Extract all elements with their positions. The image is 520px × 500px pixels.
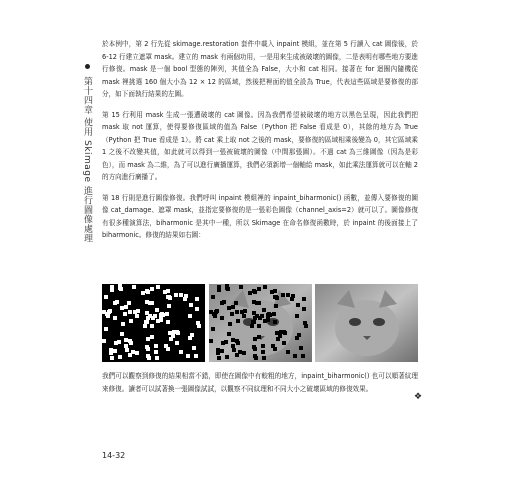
mask-square <box>155 356 159 360</box>
mask-square <box>160 312 164 316</box>
mask-square <box>146 347 150 351</box>
damage-square <box>221 341 225 345</box>
damage-square <box>295 336 299 340</box>
mask-square <box>145 289 149 293</box>
mask-square <box>113 316 117 320</box>
damage-square <box>231 344 235 348</box>
mask-square <box>172 330 176 334</box>
mask-square <box>171 334 175 338</box>
mask-square <box>168 296 172 300</box>
damage-square <box>295 314 299 318</box>
mask-square <box>144 320 148 324</box>
mask-square <box>141 291 145 295</box>
mask-square <box>174 293 178 297</box>
damage-square <box>212 312 216 316</box>
damage-square <box>227 332 231 336</box>
mask-square <box>118 355 122 359</box>
damage-square <box>255 301 259 305</box>
mask-square <box>143 324 147 328</box>
bullet-dot <box>85 64 90 69</box>
mask-square <box>196 321 200 325</box>
mask-square <box>135 314 139 318</box>
mask-image <box>102 284 205 362</box>
mask-square <box>128 339 132 343</box>
mask-square <box>179 293 183 297</box>
damage-square <box>290 297 294 301</box>
damage-square <box>286 293 290 297</box>
damage-square <box>225 355 229 359</box>
mask-square <box>128 310 132 314</box>
mask-square <box>195 297 199 301</box>
mask-square <box>150 287 154 291</box>
damage-square <box>225 284 229 288</box>
damage-square <box>236 319 240 323</box>
mask-square <box>194 354 198 358</box>
closing-text <box>102 370 418 395</box>
mask-square <box>109 348 113 352</box>
mask-square <box>189 303 193 307</box>
mask-square <box>192 346 196 350</box>
mask-square <box>145 311 149 315</box>
mask-square <box>124 305 128 309</box>
damage-square <box>302 297 306 301</box>
damage-square <box>242 351 246 355</box>
mask-square <box>104 327 108 331</box>
mask-square <box>120 306 124 310</box>
mask-square <box>120 332 124 336</box>
damage-square <box>216 348 220 352</box>
paragraph-2: 第 15 行利用 mask 生成一張遭破壞的 cat 圖像。因為我們希望被破壞的地方以黑色呈現，因此我們把 mask 取 not 運算，使得要修復區域的值為 False（Python 把 False 看成是 0），其餘的地方為 True（Python 把 True 看成是 1）。將 cat 乘上取 not 之後的 mask，要修復的區域相乘後變為 0，其它區域乘 1 之後不改變其值，如此就可以得到一張被破壞的圖像（中間那張圖）。不過 cat 為三維圖像（因為是彩色），而 mask 為二維，為了可以進行廣播運算，我們必須新增一個軸給 mask，如此乘法運算就可以在軸 2 的方向進行廣播了。 <box>102 110 418 181</box>
mask-square <box>179 350 183 354</box>
damage-square <box>272 312 276 316</box>
damage-square <box>286 350 290 354</box>
mask-square <box>159 318 163 322</box>
damage-square <box>262 308 266 312</box>
mask-square <box>165 312 169 316</box>
mask-square <box>188 336 192 340</box>
mask-square <box>113 349 117 353</box>
mask-square <box>166 320 170 324</box>
damage-square <box>211 327 215 331</box>
mask-square <box>124 338 128 342</box>
damage-square <box>242 314 246 318</box>
mask-square <box>129 319 133 323</box>
damage-square <box>275 296 279 300</box>
mask-square <box>195 307 199 311</box>
end-mark-icon: ❖ <box>414 392 423 402</box>
mask-square <box>102 339 106 343</box>
paragraph-4: 我們可以觀察到修復的結果相當不錯，即使在圖像中有較粗的地方，inpaint_biharmonic() 也可以順著紋理來修復。讀者可以試著換一張圖像試試，以觀察不同紋理和不同大小之破壞區域的修復效果。 <box>102 372 418 393</box>
mask-square <box>148 301 152 305</box>
mask-square <box>125 348 129 352</box>
mask-square <box>186 354 190 358</box>
main-text <box>102 38 418 250</box>
mask-square <box>175 341 179 345</box>
mask-square <box>131 350 135 354</box>
mask-square <box>115 300 119 304</box>
mask-square <box>147 356 151 360</box>
mask-square <box>146 337 150 341</box>
damage-square <box>240 310 244 314</box>
mask-square <box>133 310 137 314</box>
damage-square <box>281 293 285 297</box>
damage-square <box>220 316 224 320</box>
damage-square <box>235 339 239 343</box>
mask-square <box>188 314 192 318</box>
damage-square <box>238 350 242 354</box>
chapter-side-label <box>78 64 92 243</box>
result-images <box>102 284 418 364</box>
damage-square <box>228 322 232 326</box>
damage-square <box>257 287 261 291</box>
damage-square <box>235 310 239 314</box>
mask-square <box>183 297 187 301</box>
mask-square <box>154 350 158 354</box>
mask-square <box>118 284 122 288</box>
mask-square <box>150 324 154 328</box>
mask-square <box>121 322 125 326</box>
damage-square <box>302 307 306 311</box>
damage-square <box>299 346 303 350</box>
mask-square <box>151 316 155 320</box>
damage-square <box>222 300 226 304</box>
damage-square <box>267 312 271 316</box>
damage-square <box>254 356 258 360</box>
paragraph-1: 於本例中，第 2 行先從 skimage.restoration 套件中載入 inpaint 模組，並在第 5 行讀入 cat 圖像後，於 6-12 行建立遮罩 mask。建立的 mask 有兩個功用，一是用來生成被破壞的圖像，二是表明有哪些地方要進行修復。mask 是一個 bool 型態的陣列，其值全為 False，大小和 cat 相同。接著在 for 迴圈內隨機從 mask 裡挑選 160 個大小為 12 × 12 的區域，然後把裡面的值全設為 True，代表這些區域是要修復的部分，如下面執行結果的左圖。 <box>102 40 418 98</box>
mask-square <box>110 356 114 360</box>
damage-square <box>220 349 224 353</box>
damage-square <box>261 344 265 348</box>
restored-cat-image <box>315 284 418 362</box>
mask-square <box>155 308 159 312</box>
damage-square <box>278 334 282 338</box>
mask-square <box>104 295 108 299</box>
mask-square <box>114 341 118 345</box>
damage-square <box>303 321 307 325</box>
paragraph-3: 第 18 行則是進行圖像修復。我們呼叫 inpaint 模組裡的 inpaint_biharmonic() 函數，並傳入要修復的圖像 cat_damage、遮罩 mask，並指定要修復的是一張彩色圖像（channel_axis=2）就可以了。圖像修復有很多種演算法，biharmonic 是其中一種，所以 Skimage 在命名修復函數時，於 inpaint 的後面接上了 biharmonic。修復的結果如右圖： <box>102 193 418 239</box>
damage-square <box>257 324 261 328</box>
page-number: 14-32 <box>102 451 126 460</box>
mask-square <box>110 288 114 292</box>
damage-square <box>252 289 256 293</box>
damage-square <box>273 320 277 324</box>
damage-square <box>234 301 238 305</box>
damage-square <box>258 316 262 320</box>
damage-square <box>271 344 275 348</box>
mask-square <box>163 290 167 294</box>
damage-square <box>274 304 278 308</box>
damage-square <box>261 350 265 354</box>
damage-square <box>250 324 254 328</box>
damage-square <box>252 311 256 315</box>
damage-square <box>230 312 234 316</box>
damage-square <box>217 356 221 360</box>
mask-square <box>167 304 171 308</box>
mask-square <box>127 301 131 305</box>
damage-square <box>253 347 257 351</box>
mask-square <box>124 344 128 348</box>
mask-square <box>164 344 168 348</box>
damage-square <box>227 306 231 310</box>
damage-square <box>263 285 267 289</box>
damage-square <box>209 339 213 343</box>
mask-square <box>123 312 127 316</box>
damage-square <box>239 285 243 289</box>
damage-square <box>248 291 252 295</box>
damage-square <box>251 320 255 324</box>
mask-square <box>150 335 154 339</box>
mask-square <box>135 351 139 355</box>
damage-square <box>232 348 236 352</box>
damage-square <box>301 354 305 358</box>
mask-square <box>154 344 158 348</box>
chapter-title: 第十四章 使用 Skimage 進行圖像處理 <box>82 76 92 243</box>
damage-square <box>231 305 235 309</box>
damage-square <box>253 337 257 341</box>
mask-square <box>132 285 136 289</box>
damage-square <box>262 356 266 360</box>
damage-square <box>217 288 221 292</box>
damage-square <box>293 354 297 358</box>
damage-square <box>279 330 283 334</box>
mask-square <box>105 312 109 316</box>
damage-square <box>211 295 215 299</box>
damage-square <box>231 338 235 342</box>
damaged-cat-image <box>209 284 312 362</box>
damage-square <box>270 290 274 294</box>
damage-square <box>257 335 261 339</box>
damage-square <box>296 303 300 307</box>
mask-square <box>156 285 160 289</box>
damage-square <box>282 341 286 345</box>
damage-square <box>266 318 270 322</box>
